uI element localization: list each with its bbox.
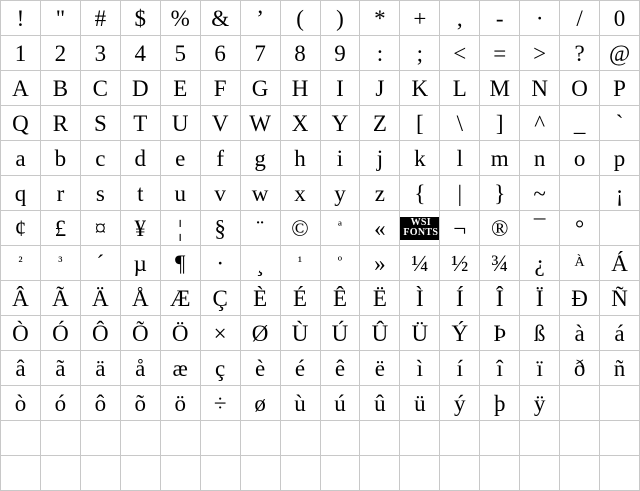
glyph-cell <box>160 456 200 491</box>
glyph-cell: ó <box>40 386 80 421</box>
glyph-cell: d <box>120 141 160 176</box>
glyph-cell: h <box>280 141 320 176</box>
glyph-cell: ´ <box>80 246 120 281</box>
glyph-cell: Ç <box>200 281 240 316</box>
glyph-cell: R <box>40 106 80 141</box>
glyph-cell: ¯ <box>520 211 560 246</box>
wsi-fonts-logo <box>400 211 440 246</box>
glyph-cell: Ü <box>400 316 440 351</box>
glyph-cell <box>600 211 640 246</box>
glyph-cell: Y <box>320 106 360 141</box>
glyph-cell <box>480 456 520 491</box>
glyph-cell: ¡ <box>600 176 640 211</box>
glyph-cell: # <box>80 1 120 36</box>
glyph-cell: I <box>320 71 360 106</box>
glyph-row <box>1 211 640 246</box>
glyph-cell: z <box>360 176 400 211</box>
glyph-cell: n <box>520 141 560 176</box>
glyph-table-body <box>1 1 640 491</box>
glyph-cell: à <box>560 316 600 351</box>
glyph-cell: o <box>560 141 600 176</box>
glyph-cell <box>160 421 200 456</box>
glyph-cell <box>600 421 640 456</box>
glyph-cell <box>360 456 400 491</box>
glyph-row <box>1 351 640 386</box>
glyph-cell: £ <box>40 211 80 246</box>
glyph-cell: î <box>480 351 520 386</box>
glyph-cell: Æ <box>160 281 200 316</box>
glyph-cell: j <box>360 141 400 176</box>
glyph-cell: Õ <box>120 316 160 351</box>
glyph-cell <box>1 456 41 491</box>
glyph-cell <box>560 456 600 491</box>
glyph-row <box>1 1 640 36</box>
glyph-cell: ÷ <box>200 386 240 421</box>
glyph-cell <box>520 421 560 456</box>
glyph-cell: ¸ <box>240 246 280 281</box>
glyph-cell: ä <box>80 351 120 386</box>
glyph-cell: ³ <box>40 246 80 281</box>
glyph-cell: 1 <box>1 36 41 71</box>
glyph-cell: 5 <box>160 36 200 71</box>
glyph-row <box>1 176 640 211</box>
glyph-cell: V <box>200 106 240 141</box>
glyph-row <box>1 71 640 106</box>
glyph-cell: g <box>240 141 280 176</box>
glyph-cell: ¾ <box>480 246 520 281</box>
glyph-cell: ¦ <box>160 211 200 246</box>
glyph-cell: ò <box>1 386 41 421</box>
glyph-cell: ¢ <box>1 211 41 246</box>
glyph-cell: < <box>440 36 480 71</box>
glyph-cell: > <box>520 36 560 71</box>
glyph-cell <box>440 456 480 491</box>
glyph-cell: Q <box>1 106 41 141</box>
glyph-cell: â <box>1 351 41 386</box>
glyph-row <box>1 456 640 491</box>
glyph-cell: X <box>280 106 320 141</box>
glyph-cell: ñ <box>600 351 640 386</box>
glyph-cell: Ä <box>80 281 120 316</box>
glyph-cell: i <box>320 141 360 176</box>
glyph-row <box>1 36 640 71</box>
glyph-cell: $ <box>120 1 160 36</box>
glyph-cell: ¤ <box>80 211 120 246</box>
glyph-cell: B <box>40 71 80 106</box>
glyph-cell: ð <box>560 351 600 386</box>
glyph-cell <box>80 421 120 456</box>
glyph-cell: P <box>600 71 640 106</box>
glyph-cell <box>240 456 280 491</box>
glyph-cell: · <box>200 246 240 281</box>
glyph-cell: : <box>360 36 400 71</box>
glyph-cell: M <box>480 71 520 106</box>
glyph-cell: Þ <box>480 316 520 351</box>
glyph-cell: Ñ <box>600 281 640 316</box>
glyph-row <box>1 246 640 281</box>
glyph-cell: þ <box>480 386 520 421</box>
glyph-cell <box>560 386 600 421</box>
glyph-cell: · <box>520 1 560 36</box>
glyph-cell <box>280 421 320 456</box>
glyph-cell: è <box>240 351 280 386</box>
glyph-cell: º <box>320 246 360 281</box>
glyph-cell: F <box>200 71 240 106</box>
glyph-cell: Ý <box>440 316 480 351</box>
glyph-cell: W <box>240 106 280 141</box>
glyph-cell <box>320 456 360 491</box>
glyph-cell <box>360 421 400 456</box>
glyph-cell <box>400 421 440 456</box>
glyph-cell <box>600 456 640 491</box>
glyph-cell: K <box>400 71 440 106</box>
glyph-cell: ý <box>440 386 480 421</box>
glyph-cell: ç <box>200 351 240 386</box>
glyph-cell: ê <box>320 351 360 386</box>
glyph-cell: ; <box>400 36 440 71</box>
glyph-cell: ù <box>280 386 320 421</box>
glyph-cell: ¹ <box>280 246 320 281</box>
glyph-cell <box>200 421 240 456</box>
glyph-row <box>1 316 640 351</box>
glyph-cell: Ê <box>320 281 360 316</box>
glyph-cell: ` <box>600 106 640 141</box>
glyph-cell: ( <box>280 1 320 36</box>
glyph-cell <box>40 456 80 491</box>
glyph-cell: ½ <box>440 246 480 281</box>
glyph-cell: k <box>400 141 440 176</box>
glyph-cell <box>120 421 160 456</box>
glyph-cell: @ <box>600 36 640 71</box>
glyph-cell: l <box>440 141 480 176</box>
glyph-cell: Ð <box>560 281 600 316</box>
glyph-cell: Ì <box>400 281 440 316</box>
glyph-row <box>1 281 640 316</box>
glyph-cell: ö <box>160 386 200 421</box>
glyph-cell: | <box>440 176 480 211</box>
glyph-row <box>1 386 640 421</box>
glyph-cell: * <box>360 1 400 36</box>
glyph-cell: b <box>40 141 80 176</box>
glyph-cell: ë <box>360 351 400 386</box>
glyph-cell: Ú <box>320 316 360 351</box>
glyph-cell: Ù <box>280 316 320 351</box>
glyph-cell: ? <box>560 36 600 71</box>
glyph-cell <box>440 421 480 456</box>
glyph-cell: Ø <box>240 316 280 351</box>
glyph-cell: U <box>160 106 200 141</box>
glyph-cell: Á <box>600 246 640 281</box>
glyph-cell: & <box>200 1 240 36</box>
glyph-cell: È <box>240 281 280 316</box>
glyph-cell: µ <box>120 246 160 281</box>
glyph-cell: A <box>1 71 41 106</box>
glyph-cell <box>480 421 520 456</box>
glyph-cell: S <box>80 106 120 141</box>
glyph-cell: w <box>240 176 280 211</box>
glyph-cell: , <box>440 1 480 36</box>
glyph-cell: ß <box>520 316 560 351</box>
glyph-cell: ì <box>400 351 440 386</box>
glyph-cell: 4 <box>120 36 160 71</box>
glyph-cell: ô <box>80 386 120 421</box>
wsi-fonts-logo-line1: WSI <box>410 216 431 228</box>
glyph-cell: ¶ <box>160 246 200 281</box>
glyph-cell: Î <box>480 281 520 316</box>
glyph-cell: á <box>600 316 640 351</box>
glyph-cell: e <box>160 141 200 176</box>
glyph-cell: y <box>320 176 360 211</box>
glyph-cell: é <box>280 351 320 386</box>
glyph-cell: x <box>280 176 320 211</box>
glyph-cell: û <box>360 386 400 421</box>
glyph-cell: ] <box>480 106 520 141</box>
glyph-cell: ÿ <box>520 386 560 421</box>
glyph-cell: ^ <box>520 106 560 141</box>
glyph-cell: { <box>400 176 440 211</box>
glyph-cell: _ <box>560 106 600 141</box>
glyph-cell: Ô <box>80 316 120 351</box>
glyph-cell: ã <box>40 351 80 386</box>
glyph-cell: ª <box>320 211 360 246</box>
glyph-cell: ¬ <box>440 211 480 246</box>
glyph-cell <box>320 421 360 456</box>
glyph-cell: ® <box>480 211 520 246</box>
wsi-fonts-logo-text <box>400 217 439 240</box>
glyph-cell: å <box>120 351 160 386</box>
glyph-cell: ’ <box>240 1 280 36</box>
glyph-cell: 9 <box>320 36 360 71</box>
glyph-cell: í <box>440 351 480 386</box>
glyph-cell: ï <box>520 351 560 386</box>
glyph-cell: ° <box>560 211 600 246</box>
glyph-cell: + <box>400 1 440 36</box>
glyph-cell <box>520 456 560 491</box>
glyph-cell <box>120 456 160 491</box>
glyph-cell: õ <box>120 386 160 421</box>
glyph-cell: æ <box>160 351 200 386</box>
glyph-cell: 2 <box>40 36 80 71</box>
glyph-cell: 6 <box>200 36 240 71</box>
glyph-cell: m <box>480 141 520 176</box>
glyph-cell: Í <box>440 281 480 316</box>
glyph-cell: ü <box>400 386 440 421</box>
glyph-cell: c <box>80 141 120 176</box>
glyph-cell: 8 <box>280 36 320 71</box>
glyph-cell: © <box>280 211 320 246</box>
glyph-cell: s <box>80 176 120 211</box>
glyph-cell: Ï <box>520 281 560 316</box>
glyph-row <box>1 421 640 456</box>
glyph-cell: ú <box>320 386 360 421</box>
glyph-cell: Ò <box>1 316 41 351</box>
glyph-cell: " <box>40 1 80 36</box>
glyph-cell: ¿ <box>520 246 560 281</box>
glyph-cell: f <box>200 141 240 176</box>
glyph-cell: N <box>520 71 560 106</box>
glyph-cell: t <box>120 176 160 211</box>
glyph-cell: ¥ <box>120 211 160 246</box>
glyph-cell: q <box>1 176 41 211</box>
glyph-cell: ² <box>1 246 41 281</box>
glyph-cell: É <box>280 281 320 316</box>
glyph-cell: « <box>360 211 400 246</box>
glyph-cell: G <box>240 71 280 106</box>
glyph-cell <box>400 456 440 491</box>
glyph-cell <box>200 456 240 491</box>
glyph-cell: Û <box>360 316 400 351</box>
glyph-row <box>1 141 640 176</box>
glyph-cell: Ã <box>40 281 80 316</box>
glyph-cell <box>80 456 120 491</box>
glyph-cell: ¨ <box>240 211 280 246</box>
glyph-cell: Z <box>360 106 400 141</box>
glyph-cell: r <box>40 176 80 211</box>
wsi-fonts-logo-line2: FONTS <box>403 227 439 238</box>
glyph-cell: L <box>440 71 480 106</box>
glyph-cell <box>240 421 280 456</box>
glyph-cell: ! <box>1 1 41 36</box>
glyph-cell: % <box>160 1 200 36</box>
glyph-cell: Â <box>1 281 41 316</box>
glyph-cell: v <box>200 176 240 211</box>
glyph-cell: a <box>1 141 41 176</box>
glyph-cell: Ë <box>360 281 400 316</box>
glyph-cell: 7 <box>240 36 280 71</box>
glyph-cell: Ö <box>160 316 200 351</box>
glyph-cell: Ó <box>40 316 80 351</box>
glyph-cell: = <box>480 36 520 71</box>
glyph-cell: À <box>560 246 600 281</box>
glyph-cell <box>40 421 80 456</box>
glyph-cell <box>560 421 600 456</box>
glyph-cell: O <box>560 71 600 106</box>
glyph-cell <box>560 176 600 211</box>
glyph-cell: D <box>120 71 160 106</box>
glyph-cell: } <box>480 176 520 211</box>
glyph-cell: H <box>280 71 320 106</box>
glyph-cell: - <box>480 1 520 36</box>
glyph-cell: \ <box>440 106 480 141</box>
glyph-cell: × <box>200 316 240 351</box>
glyph-cell: [ <box>400 106 440 141</box>
glyph-cell: » <box>360 246 400 281</box>
glyph-row <box>1 106 640 141</box>
glyph-cell: ¼ <box>400 246 440 281</box>
glyph-cell <box>600 386 640 421</box>
glyph-cell: ø <box>240 386 280 421</box>
glyph-cell <box>1 421 41 456</box>
glyph-cell: ) <box>320 1 360 36</box>
glyph-cell: C <box>80 71 120 106</box>
glyph-cell: u <box>160 176 200 211</box>
glyph-cell: p <box>600 141 640 176</box>
glyph-cell: T <box>120 106 160 141</box>
glyph-cell <box>280 456 320 491</box>
glyph-cell: E <box>160 71 200 106</box>
glyph-cell: § <box>200 211 240 246</box>
glyph-cell: 3 <box>80 36 120 71</box>
glyph-cell: Å <box>120 281 160 316</box>
glyph-cell: 0 <box>600 1 640 36</box>
glyph-cell: / <box>560 1 600 36</box>
glyph-cell: ~ <box>520 176 560 211</box>
glyph-cell: J <box>360 71 400 106</box>
